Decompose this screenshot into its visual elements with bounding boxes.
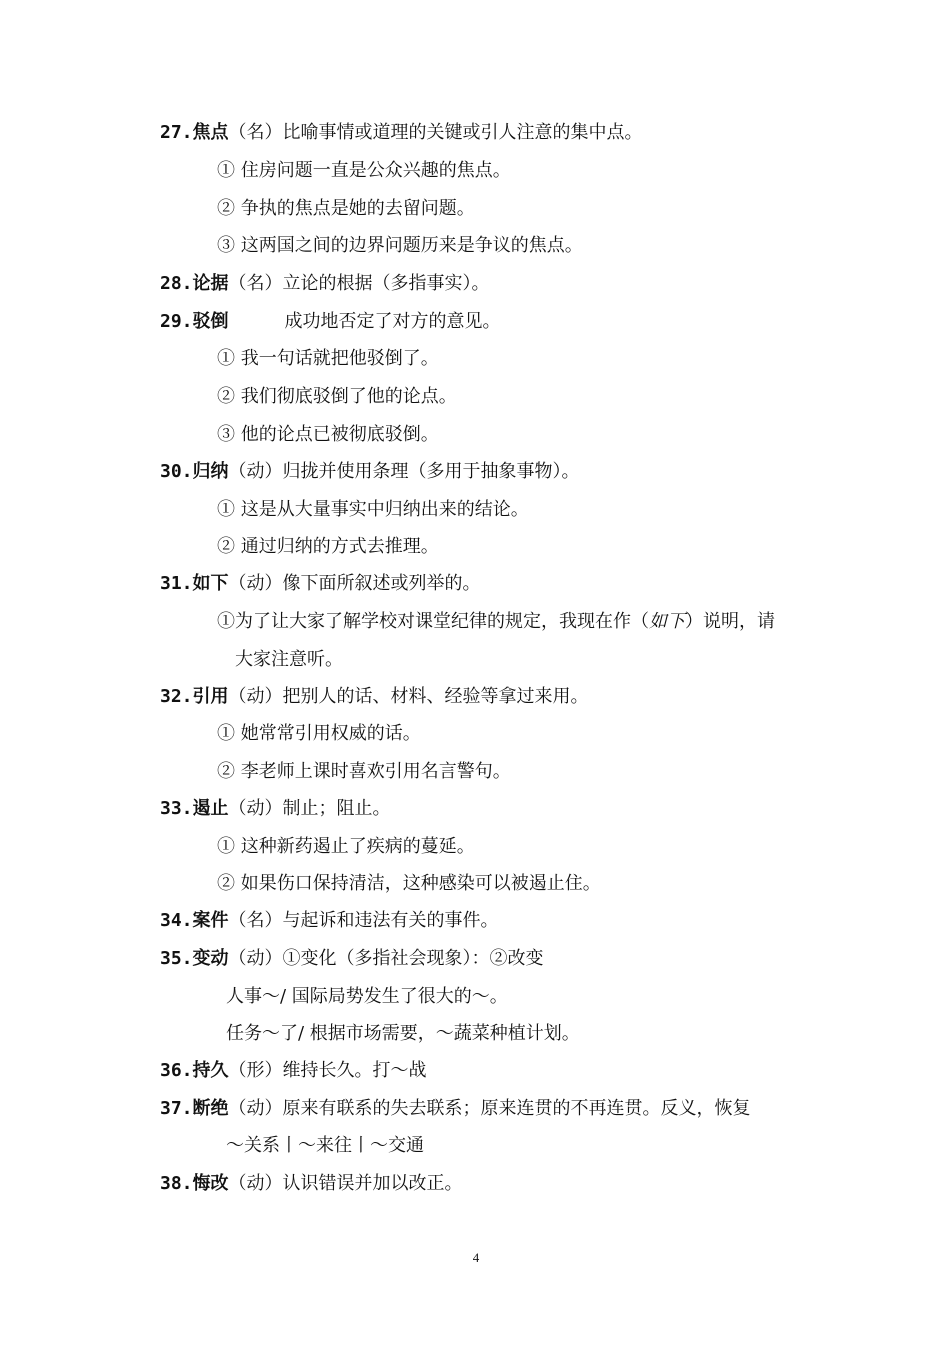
entry-definition: 认识错误并加以改正。 bbox=[282, 1173, 463, 1194]
entry-word: 焦点 bbox=[192, 122, 229, 143]
emphasized-word: 如下 bbox=[649, 611, 685, 632]
entry-word: 变动 bbox=[192, 948, 229, 969]
example: ③ 他的论点已被彻底驳倒。 bbox=[217, 424, 439, 445]
usage-line: ～关系丨～来往丨～交通 bbox=[226, 1135, 424, 1156]
usage-line: 任务～了/ 根据市场需要，～蔬菜种植计划。 bbox=[226, 1023, 580, 1044]
entry-number: 29. bbox=[160, 311, 193, 332]
entry-definition: 制止；阻止。 bbox=[282, 798, 391, 819]
entry-word: 归纳 bbox=[192, 461, 229, 482]
entry-27 bbox=[160, 121, 643, 145]
entry-33 bbox=[160, 797, 391, 821]
entry-number: 35. bbox=[160, 948, 193, 969]
example: ② 李老师上课时喜欢引用名言警句。 bbox=[217, 761, 511, 782]
entry-word: 案件 bbox=[192, 910, 229, 931]
entry-word: 引用 bbox=[192, 686, 229, 707]
entry-number: 38. bbox=[160, 1173, 193, 1194]
entry-pos: （名） bbox=[228, 910, 283, 931]
entry-definition: 比喻事情或道理的关键或引人注意的集中点。 bbox=[282, 122, 643, 143]
entry-definition: ①变化（多指社会现象）：②改变 bbox=[282, 948, 544, 969]
entry-29 bbox=[160, 310, 501, 334]
page-number: 4 bbox=[472, 1250, 480, 1265]
entry-34 bbox=[160, 909, 499, 933]
entry-pos: （动） bbox=[228, 1098, 283, 1119]
entry-number: 34. bbox=[160, 910, 193, 931]
entry-37 bbox=[160, 1097, 751, 1121]
entry-number: 36. bbox=[160, 1060, 193, 1081]
entry-pos: （动） bbox=[228, 686, 283, 707]
example: ② 我们彻底驳倒了他的论点。 bbox=[217, 386, 457, 407]
entry-definition: 归拢并使用条理（多用于抽象事物）。 bbox=[282, 461, 580, 482]
entry-pos: （动） bbox=[228, 1173, 283, 1194]
entry-number: 33. bbox=[160, 798, 193, 819]
example: ② 通过归纳的方式去推理。 bbox=[217, 536, 439, 557]
entry-definition: 把别人的话、材料、经验等拿过来用。 bbox=[282, 686, 589, 707]
example: ① 这种新药遏止了疾病的蔓延。 bbox=[217, 836, 475, 857]
entry-word: 如下 bbox=[192, 573, 229, 594]
entry-number: 32. bbox=[160, 686, 193, 707]
entry-word: 悔改 bbox=[192, 1173, 229, 1194]
entry-word: 持久 bbox=[192, 1060, 229, 1081]
entry-definition: 立论的根据（多指事实）。 bbox=[282, 273, 490, 294]
entry-pos: （名） bbox=[228, 273, 283, 294]
example: ① 我一句话就把他驳倒了。 bbox=[217, 348, 439, 369]
entry-pos: （名） bbox=[228, 122, 283, 143]
entry-word: 论据 bbox=[192, 273, 229, 294]
entry-number: 28. bbox=[160, 273, 193, 294]
entry-number: 31. bbox=[160, 573, 193, 594]
example: ① 住房问题一直是公众兴趣的焦点。 bbox=[217, 160, 511, 181]
entry-word: 遏止 bbox=[192, 798, 229, 819]
entry-word: 断绝 bbox=[192, 1098, 229, 1119]
entry-pos: （形） bbox=[228, 1060, 283, 1081]
example-continuation: 大家注意听。 bbox=[235, 649, 343, 670]
entry-pos: （动） bbox=[228, 948, 283, 969]
example: ③ 这两国之间的边界问题历来是争议的焦点。 bbox=[217, 235, 583, 256]
example: ① 这是从大量事实中归纳出来的结论。 bbox=[217, 499, 529, 520]
entry-number: 30. bbox=[160, 461, 193, 482]
entry-35 bbox=[160, 947, 544, 971]
entry-36 bbox=[160, 1059, 427, 1083]
entry-32 bbox=[160, 685, 589, 709]
example: ② 争执的焦点是她的去留问题。 bbox=[217, 198, 475, 219]
entry-pos: （动） bbox=[228, 798, 283, 819]
entry-31 bbox=[160, 572, 481, 596]
example: ① 她常常引用权威的话。 bbox=[217, 723, 421, 744]
entry-38 bbox=[160, 1172, 463, 1196]
entry-definition: 维持长久。打～战 bbox=[282, 1060, 427, 1081]
entry-number: 37. bbox=[160, 1098, 193, 1119]
example: ② 如果伤口保持清洁，这种感染可以被遏止住。 bbox=[217, 873, 601, 894]
usage-line: 人事～/ 国际局势发生了很大的～。 bbox=[226, 986, 508, 1007]
entry-definition: 原来有联系的失去联系；原来连贯的不再连贯。反义，恢复 bbox=[282, 1098, 751, 1119]
entry-pos: （动） bbox=[228, 461, 283, 482]
entry-definition: 与起诉和违法有关的事件。 bbox=[282, 910, 499, 931]
example: ①为了让大家了解学校对课堂纪律的规定，我现在作（如下）说明，请 bbox=[217, 611, 775, 632]
entry-definition: 像下面所叙述或列举的。 bbox=[282, 573, 481, 594]
entry-30 bbox=[160, 460, 580, 484]
entry-28 bbox=[160, 272, 490, 296]
entry-pos: （动） bbox=[228, 573, 283, 594]
entry-definition: 成功地否定了对方的意见。 bbox=[284, 311, 501, 332]
entry-number: 27. bbox=[160, 122, 193, 143]
entry-word: 驳倒 bbox=[192, 311, 229, 332]
